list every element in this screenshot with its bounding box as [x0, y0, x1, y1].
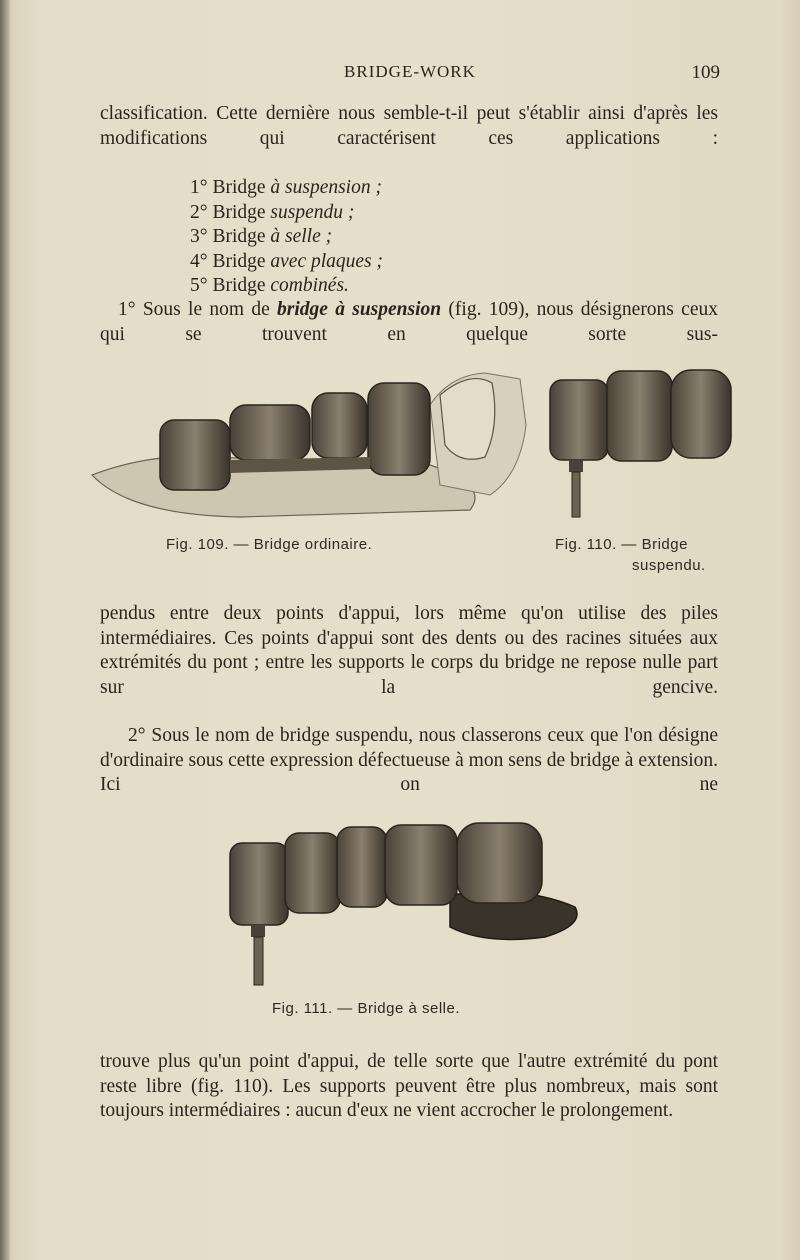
bridge-type-list [190, 176, 383, 299]
paragraph-one-support: trouve plus qu'un point d'appui, de telle sorte que l'autre extrémité du pont reste libre (fig. 110). Les supports peuvent être plus nombreux, mais sont toujours intermédiaires : aucun d'eux ne vient accrocher le prolongement. [100, 1051, 718, 1121]
list-item: 3° Bridge à selle ; [190, 226, 333, 247]
list-item: 5° Bridge combinés. [190, 275, 349, 296]
caption-fig-109: Fig. 109. — Bridge ordinaire. [166, 536, 373, 553]
page-header [100, 62, 720, 88]
figure-109-bridge-illustration [90, 365, 530, 525]
paragraph-bridge-suspendu: 2° Sous le nom de bridge suspendu, nous classerons ceux que l'on désigne d'ordinaire sous cette expression défectueuse à mon sens de bridge à extension. Ici on ne [100, 725, 718, 795]
caption-fig-111: Fig. 111. — Bridge à selle. [272, 1000, 461, 1017]
running-title: BRIDGE-WORK [344, 62, 476, 81]
paragraph-classification: classification. Cette dernière nous semble-t-il peut s'établir ainsi d'après les modifications qui caractérisent ces applications : [100, 103, 718, 149]
list-item: 2° Bridge suspendu ; [190, 201, 355, 223]
page-binding-edge [0, 0, 10, 1260]
caption-fig-110-line1: Fig. 110. — Bridge [555, 536, 688, 553]
paragraph-bridge-suspension: 1° Sous le nom de bridge à suspension (fig. 109), nous désignerons ceux qui se trouvent en quelque sorte sus- [100, 299, 718, 345]
caption-fig-110-line2: suspendu. [632, 557, 706, 574]
list-item: 1° Bridge à suspension ; [190, 177, 382, 198]
figure-111-bridge-illustration [225, 815, 585, 990]
paragraph-suspended-points: pendus entre deux points d'appui, lors même qu'on utilise des piles intermédiaires. Ces points d'appui sont des dents ou des racines situées aux extrémités du pont ; entre les supports le corps du bridge ne repose nulle part sur la gencive. [100, 603, 718, 698]
page-number: 109 [691, 62, 720, 83]
figure-110-bridge-illustration [545, 365, 735, 520]
list-item: 4° Bridge avec plaques ; [190, 250, 384, 272]
